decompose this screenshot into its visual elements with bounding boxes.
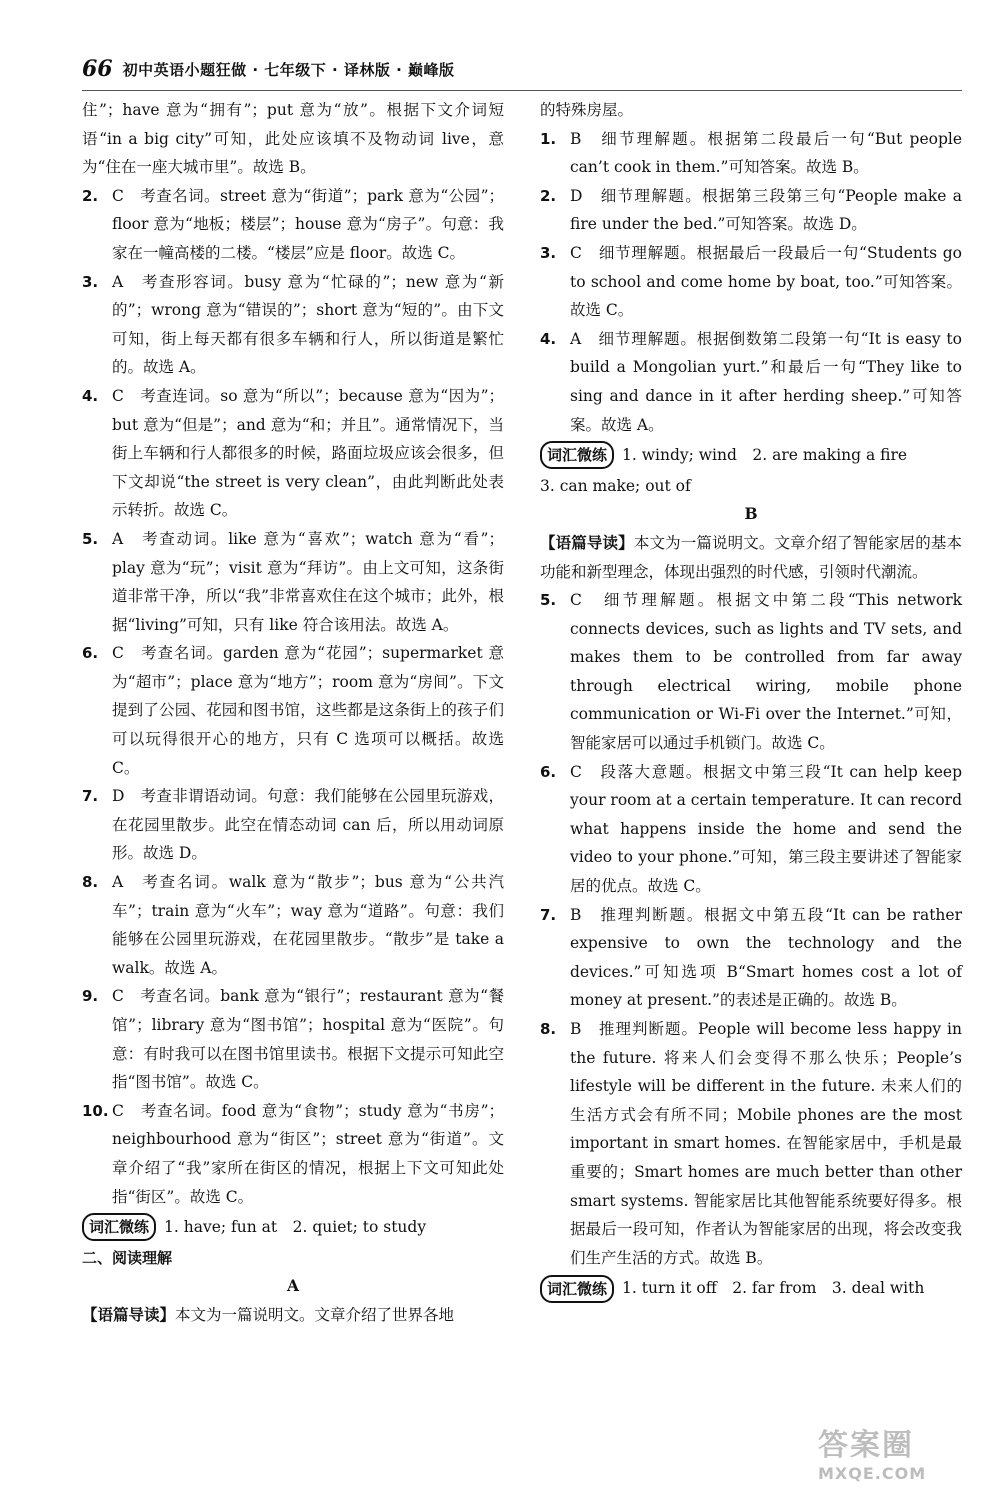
right-column <box>540 96 962 1305</box>
passage-guide: 【语篇导读】本文为一篇说明文。文章介绍了世界各地 <box>82 1304 455 1324</box>
site-watermark <box>818 1420 968 1483</box>
answer-item: 9. C 考查名词。bank 意为“银行”；restaurant 意为“餐馆”；library 意为“图书馆”；hospital 意为“医院”。句意：有时我可以在图书馆里读书。根据下文提示可知此空指“图书馆”。故选 C。 <box>82 987 504 1092</box>
page-number: 66 <box>82 56 113 82</box>
vocab-answers: 1. windy; wind 2. are making a fire <box>622 446 908 465</box>
book-title: 初中英语小题狂做 · 七年级下 · 译林版 · 巅峰版 <box>122 60 455 79</box>
vocab-answers: 1. have; fun at 2. quiet; to study <box>164 1218 427 1237</box>
left-column <box>82 96 504 1330</box>
passage-label: A <box>286 1276 300 1296</box>
answer-item: 1. B 细节理解题。根据第二段最后一句“But people can’t cook in them.”可知答案。故选 B。 <box>540 129 962 177</box>
answer-item: 5. A 考查动词。like 意为“喜欢”；watch 意为“看”；play 意为“玩”；visit 意为“拜访”。由上文可知，这条街道非常干净，所以“我”非常喜欢住在这个城市；此外，根据“living”可知，只有 like 符合该用法。故选 A。 <box>82 529 504 634</box>
answer-item: 2. C 考查名词。street 意为“街道”；park 意为“公园”；floor 意为“地板；楼层”；house 意为“房子”。句意：我家在一幢高楼的二楼。“楼层”应是 floor。故选 C。 <box>82 186 504 262</box>
continued-answer: 住”；have 意为“拥有”；put 意为“放”。根据下文介词短语“in a big city”可知，此处应该填不及物动词 live，意为“住在一座大城市里”。故选 B。 <box>82 101 504 177</box>
answer-item: 3. C 细节理解题。根据最后一段最后一句“Students go to school and come home by boat, too.”可知答案。故选 C。 <box>540 243 962 320</box>
continued-guide: 的特殊房屋。 <box>540 101 634 119</box>
passage-label: B <box>744 504 758 524</box>
header-divider <box>82 90 962 91</box>
vocab-badge: 词汇微练 <box>540 441 614 469</box>
answer-item: 8. B 推理判断题。People will become less happy in the future. 将来人们会变得不那么快乐；People’s lifestyle will be different in the future. 未来人们的生活方式会有所不同；Mobile phones are the most important in smart homes. 在智能家居中，手机是最重要的；Smart homes are much better than other smart systems. 智能家居比其他智能系统要好得多。根据最后一段可知，作者认为智能家居的出现，将会改变我们生产生活的方式。故选 B。 <box>540 1020 962 1267</box>
answer-item: 7. B 推理判断题。根据文中第五段“It can be rather expensive to own the technology and the devices.”可知选项 B“Smart homes cost a lot of money at present.”的表述是正确的。故选 B。 <box>540 905 962 1010</box>
passage-guide: 【语篇导读】本文为一篇说明文。文章介绍了智能家居的基本功能和新型理念，体现出强烈的时代感，引领时代潮流。 <box>540 532 962 581</box>
answer-item: 4. C 考查连词。so 意为“所以”；because 意为“因为”；but 意为“但是”；and 意为“和；并且”。通常情况下，当街上车辆和行人都很多的时候，路面垃圾应该会很多，但下文却说“the street is very clean”，由此判断此处表示转折。故选 C。 <box>82 386 504 520</box>
answer-item: 10. C 考查名词。food 意为“食物”；study 意为“书房”；neighbourhood 意为“街区”；street 意为“街道”。文章介绍了“我”家所在街区的情况，根据上下文可知此处指“街区”。故选 C。 <box>82 1101 504 1206</box>
answer-item: 7. D 考查非谓语动词。句意：我们能够在公园里玩游戏，在花园里散步。此空在情态动词 can 后，所以用动词原形。故选 D。 <box>82 787 504 863</box>
answer-item: 6. C 考查名词。garden 意为“花园”；supermarket 意为“超市”；place 意为“地方”；room 意为“房间”。下文提到了公园、花园和图书馆，这些都是这条街上的孩子们可以玩得很开心的地方，只有 C 选项可以概括。故选 C。 <box>82 644 504 777</box>
vocab-answers: 1. turn it off 2. far from 3. deal with <box>622 1279 925 1298</box>
answer-item: 3. A 考查形容词。busy 意为“忙碌的”；new 意为“新的”；wrong 意为“错误的”；short 意为“短的”。由下文可知，街上每天都有很多车辆和行人，所以街道是繁忙的。故选 A。 <box>82 272 504 377</box>
answer-item: 4. A 细节理解题。根据倒数第二段第一句“It is easy to build a Mongolian yurt.”和最后一句“They like to sing and dance in it after herding sheep.”可知答案。故选 A。 <box>540 329 962 434</box>
answer-item: 6. C 段落大意题。根据文中第三段“It can help keep your room at a certain temperature. It can record what happens inside the home and send the video to your phone.”可知，第三段主要讲述了智能家居的优点。故选 C。 <box>540 762 962 896</box>
vocab-badge: 词汇微练 <box>82 1213 156 1241</box>
watermark-logo: 答案圈 <box>818 1428 914 1463</box>
answer-item: 2. D 细节理解题。根据第三段第三句“People make a fire under the bed.”可知答案。故选 D。 <box>540 186 962 234</box>
answer-item: 8. A 考查名词。walk 意为“散步”；bus 意为“公共汽车”；train 意为“火车”；way 意为“道路”。句意：我们能够在公园里玩游戏，在花园里散步。“散步”是 take a walk。故选 A。 <box>82 873 504 977</box>
vocab-answers-line2: 3. can make; out of <box>540 476 691 495</box>
vocab-practice <box>82 1213 504 1242</box>
vocab-practice <box>540 1274 962 1303</box>
page-header <box>82 52 455 86</box>
vocab-badge: 词汇微练 <box>540 1275 614 1303</box>
vocab-practice <box>540 441 962 470</box>
watermark-site: MXQE.COM <box>818 1464 927 1483</box>
section-heading: 二、阅读理解 <box>82 1248 173 1267</box>
answer-item: 5. C 细节理解题。根据文中第二段“This network connects devices, such as lights and TV sets, and makes them to be controlled from far away through electrical wiring, mobile phone communication or Wi-Fi over the Internet.”可知，智能家居可以通过手机锁门。故选 C。 <box>540 591 962 753</box>
